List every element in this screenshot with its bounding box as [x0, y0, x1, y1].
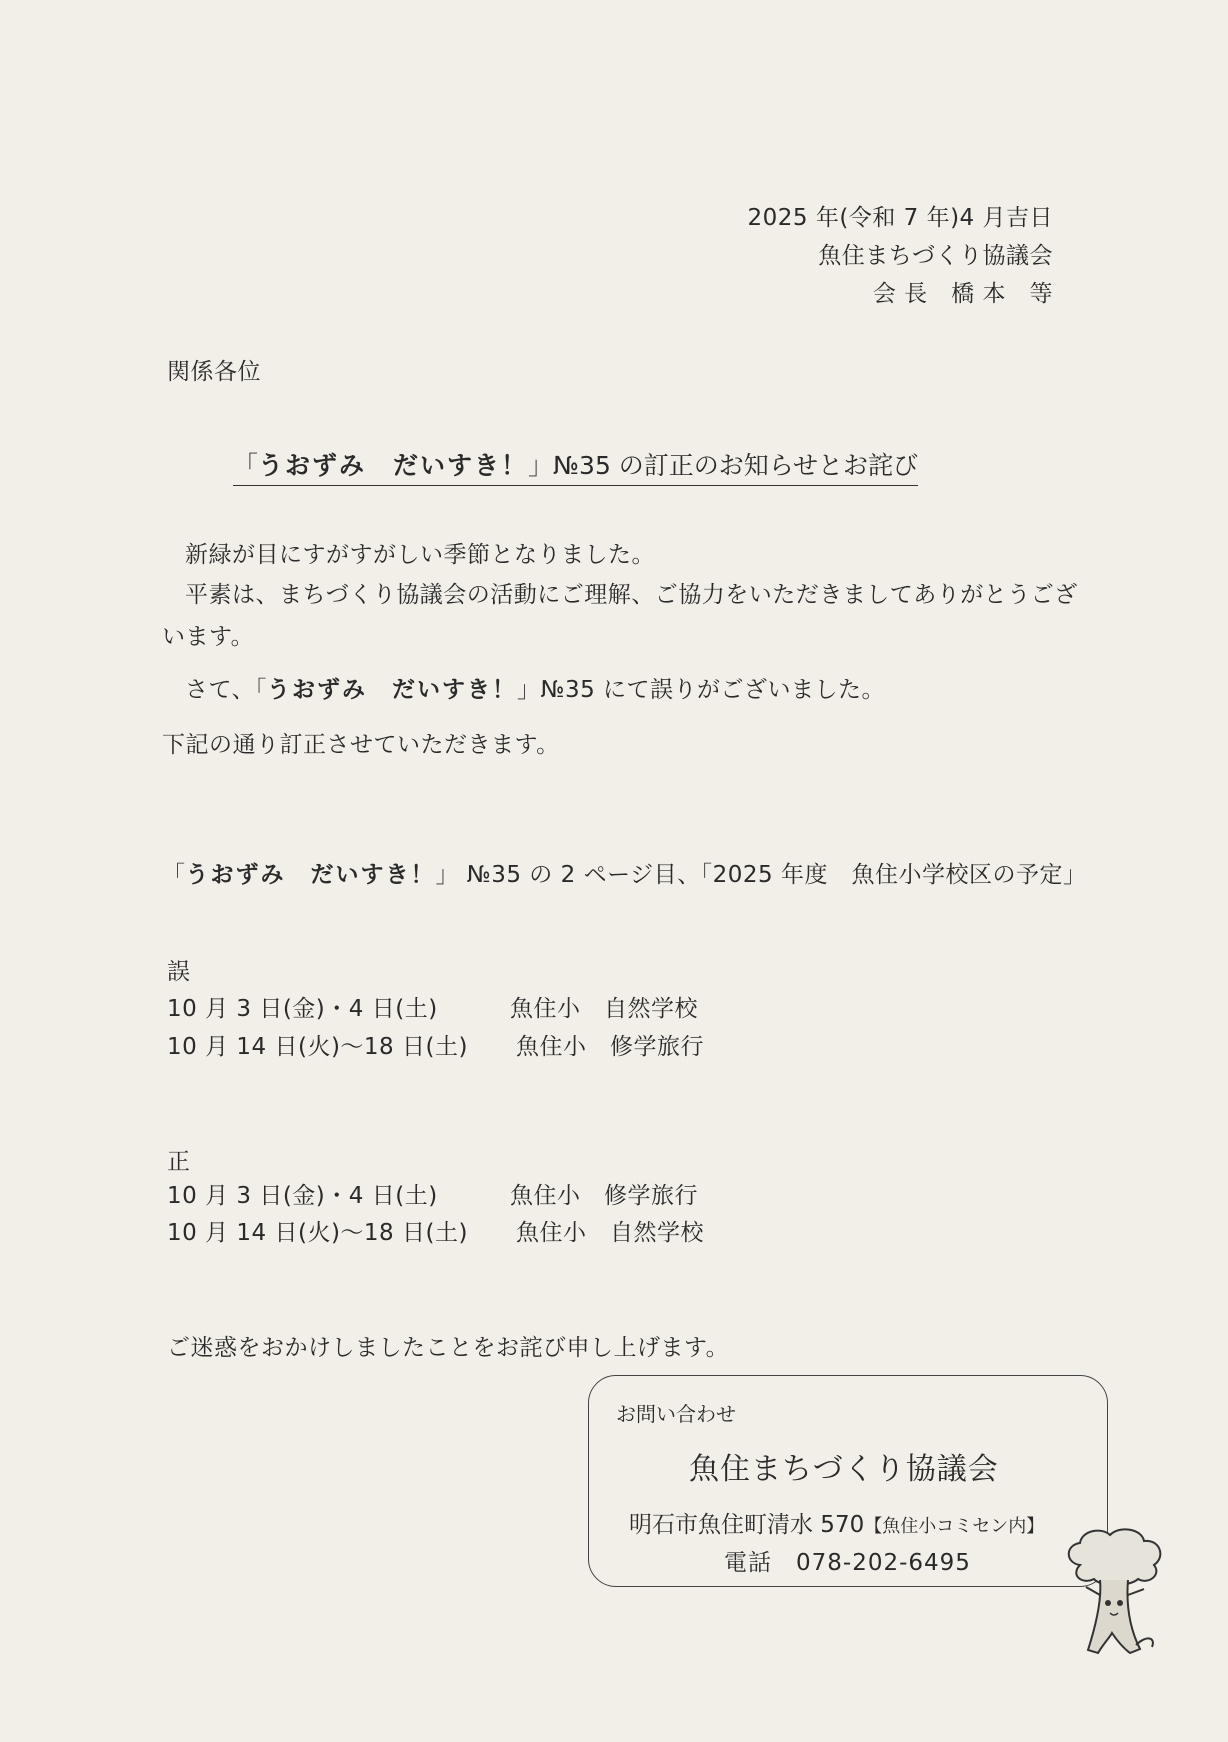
body-line-4-post: 」№35 にて誤りがございました。: [517, 677, 886, 703]
sender-organization: 魚住まちづくり協議会: [818, 243, 1053, 269]
wrong-row-2-event: 魚住小 修学旅行: [516, 1034, 704, 1060]
wrong-row-2-date: 10 月 14 日(火)～18 日(土): [167, 1034, 468, 1060]
reference-post: 」 №35 の 2 ページ目、「2025 年度 魚住小学校区の予定」: [435, 862, 1087, 888]
apology-text: ご迷惑をおかけしましたことをお詫び申し上げます。: [167, 1335, 730, 1361]
wrong-row-1-event: 魚住小 自然学校: [510, 996, 698, 1022]
title-bracket-open: 「: [233, 451, 259, 480]
correct-row-2-event: 魚住小 自然学校: [516, 1220, 704, 1246]
document-title: [233, 449, 918, 486]
contact-address: [629, 1506, 1044, 1539]
body-line-4: [185, 675, 885, 705]
reference-line: [162, 860, 1086, 890]
addressee: 関係各位: [167, 359, 261, 385]
correct-label: 正: [167, 1149, 191, 1175]
contact-label: お問い合わせ: [616, 1402, 736, 1426]
contact-address-note: 【魚住小コミセン内】: [864, 1516, 1045, 1537]
contact-address-main: 明石市魚住町清水 570: [629, 1512, 865, 1538]
document-date: 2025 年(令和 7 年)4 月吉日: [747, 205, 1053, 231]
body-line-3: います。: [162, 624, 255, 650]
reference-pre: 「: [162, 862, 186, 888]
body-newsletter-name: うおずみ だいすき！: [267, 677, 518, 703]
correct-row-1-date: 10 月 3 日(金)・4 日(土): [167, 1183, 438, 1209]
newsletter-name: うおずみ だいすき！: [258, 451, 529, 480]
body-line-2: 平素は、まちづくり協議会の活動にご理解、ご協力をいただきましてありがとうござ: [185, 582, 1078, 608]
reference-newsletter-name: うおずみ だいすき！: [185, 862, 436, 888]
body-line-1: 新緑が目にすがすがしい季節となりました。: [185, 542, 655, 568]
tree-mascot-icon: [1060, 1525, 1170, 1665]
contact-organization: 魚住まちづくり協議会: [689, 1452, 999, 1487]
wrong-label: 誤: [167, 959, 191, 985]
body-line-5: 下記の通り訂正させていただきます。: [162, 732, 560, 758]
title-rest: 」№35 の訂正のお知らせとお詫び: [528, 451, 919, 480]
correct-row-1-event: 魚住小 修学旅行: [510, 1183, 698, 1209]
wrong-row-1-date: 10 月 3 日(金)・4 日(土): [167, 996, 438, 1022]
sender-chairman: 会 長 橋 本 等: [872, 281, 1053, 307]
contact-phone: 電話 078-202-6495: [724, 1550, 971, 1576]
contact-box: [588, 1375, 1108, 1587]
correct-row-2-date: 10 月 14 日(火)～18 日(土): [167, 1220, 468, 1246]
body-line-4-pre: さて、「: [185, 677, 268, 703]
